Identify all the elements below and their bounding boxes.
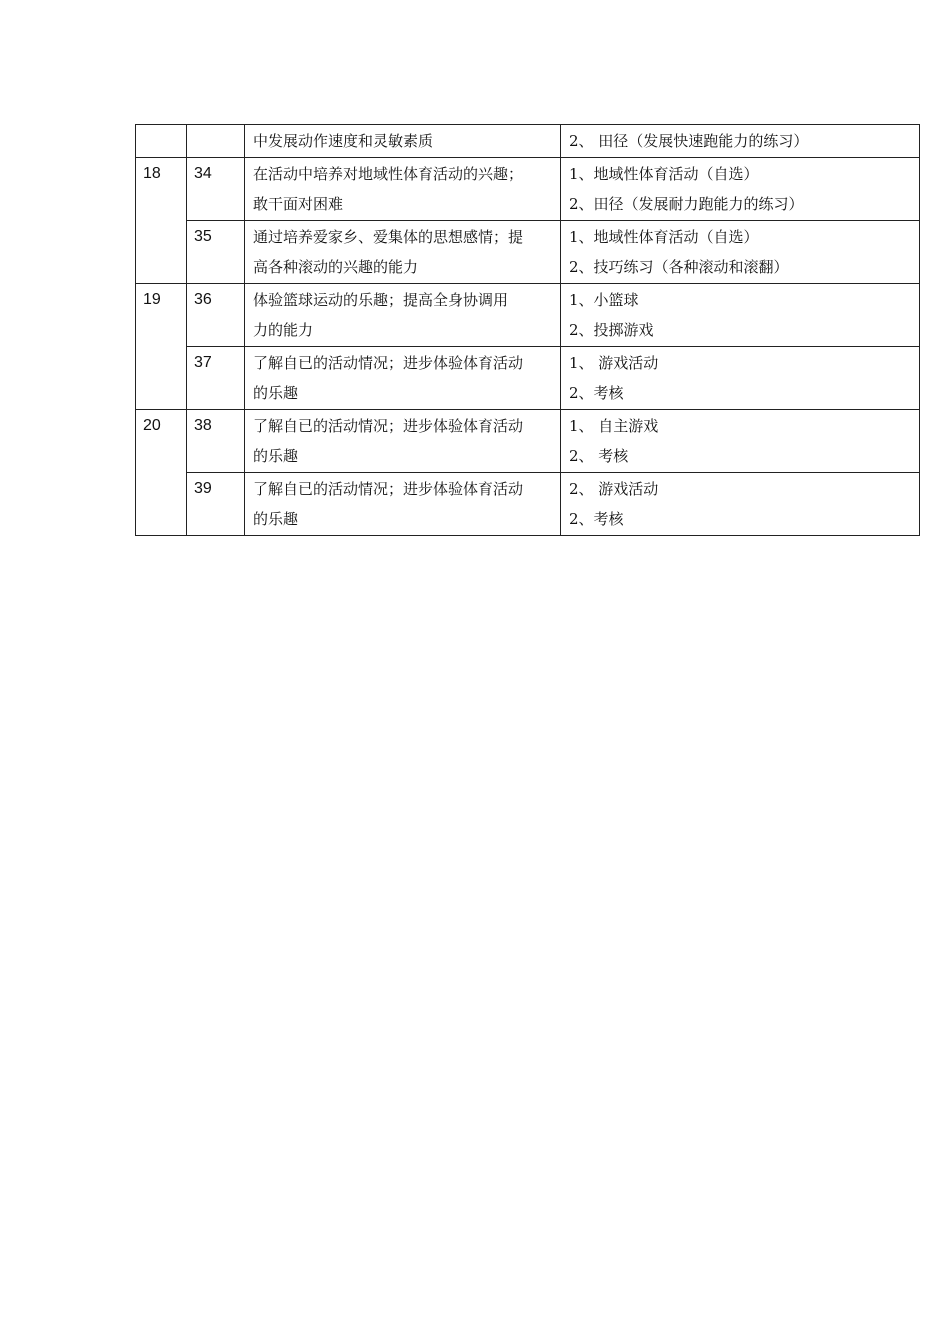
goal-cell [245, 125, 561, 158]
content-line: 2、考核 [569, 510, 624, 528]
goal-line: 敢干面对困难 [253, 195, 344, 213]
table-row [136, 221, 920, 284]
content-cell [561, 410, 920, 473]
goal-line: 体验篮球运动的乐趣；提高全身协调用 [253, 291, 509, 309]
goal-cell [245, 221, 561, 284]
content-line: 2、投掷游戏 [569, 321, 654, 339]
goal-cell [245, 473, 561, 536]
goal-line: 了解自已的活动情况；进步体验体育活动 [253, 417, 524, 435]
content-line: 1、 游戏活动 [569, 354, 659, 372]
goal-line: 的乐趣 [253, 447, 299, 465]
goal-line: 的乐趣 [253, 384, 299, 402]
week-cell: 18 [136, 158, 187, 284]
week-cell: 19 [136, 284, 187, 410]
content-line: 1、 自主游戏 [569, 417, 659, 435]
goal-line: 高各种滚动的兴趣的能力 [253, 258, 419, 276]
table-row [136, 347, 920, 410]
lesson-cell: 38 [187, 410, 245, 473]
goal-line: 的乐趣 [253, 510, 299, 528]
goal-line: 力的能力 [253, 321, 314, 339]
content-line: 2、技巧练习（各种滚动和滚翻） [569, 258, 789, 276]
content-cell [561, 221, 920, 284]
goal-line: 了解自已的活动情况；进步体验体育活动 [253, 480, 524, 498]
content-cell [561, 347, 920, 410]
goal-cell [245, 158, 561, 221]
week-cell [136, 125, 187, 158]
content-line: 2、 田径（发展快速跑能力的练习） [569, 132, 809, 150]
table-row [136, 158, 920, 221]
table-row [136, 284, 920, 347]
content-cell [561, 125, 920, 158]
table-row [136, 410, 920, 473]
table-row [136, 473, 920, 536]
content-line: 1、小篮球 [569, 291, 639, 309]
content-line: 2、 考核 [569, 447, 629, 465]
lesson-cell [187, 125, 245, 158]
goal-line: 中发展动作速度和灵敏素质 [253, 132, 434, 150]
content-cell [561, 284, 920, 347]
lesson-cell: 36 [187, 284, 245, 347]
lesson-cell: 35 [187, 221, 245, 284]
content-line: 2、考核 [569, 384, 624, 402]
content-line: 1、地域性体育活动（自选） [569, 165, 759, 183]
content-cell [561, 473, 920, 536]
lesson-cell: 34 [187, 158, 245, 221]
goal-line: 了解自已的活动情况；进步体验体育活动 [253, 354, 524, 372]
lesson-cell: 39 [187, 473, 245, 536]
content-line: 1、地域性体育活动（自选） [569, 228, 759, 246]
goal-cell [245, 347, 561, 410]
content-cell [561, 158, 920, 221]
content-line: 2、田径（发展耐力跑能力的练习） [569, 195, 804, 213]
week-cell: 20 [136, 410, 187, 536]
goal-cell [245, 410, 561, 473]
goal-line: 在活动中培养对地域性体育活动的兴趣； [253, 165, 524, 183]
goal-cell [245, 284, 561, 347]
lesson-cell: 37 [187, 347, 245, 410]
goal-line: 通过培养爱家乡、爱集体的思想感情；提 [253, 228, 524, 246]
table-row [136, 125, 920, 158]
content-line: 2、 游戏活动 [569, 480, 659, 498]
lesson-plan-table [135, 124, 920, 536]
